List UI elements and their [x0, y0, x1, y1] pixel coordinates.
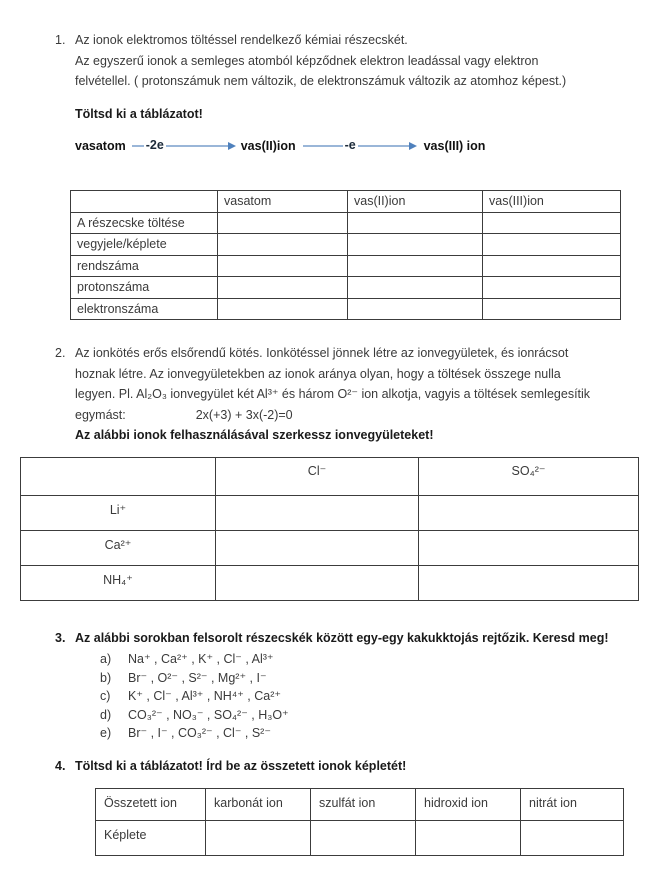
empty-cell	[218, 234, 348, 256]
row-label-cell-formula: Képlete	[96, 821, 206, 856]
empty-cell	[483, 298, 621, 320]
electron-loss-arrow-1	[132, 137, 236, 152]
arrow-line	[132, 145, 144, 147]
empty-cell	[348, 234, 483, 256]
arrow-line	[166, 145, 229, 147]
row-label-cell: A részecske töltése	[71, 212, 218, 234]
empty-cell	[218, 277, 348, 299]
empty-cell	[419, 530, 639, 565]
list-item	[100, 687, 638, 706]
iron2-ion-label: vas(II)ion	[240, 138, 296, 153]
empty-cell	[348, 277, 483, 299]
item-ions: Br⁻ , O²⁻ , S²⁻ , Mg²⁺ , I⁻	[128, 670, 267, 685]
item-ions: CO₃²⁻ , NO₃⁻ , SO₄²⁻ , H₃O⁺	[128, 707, 289, 722]
section-3-number: 3.	[55, 630, 66, 645]
empty-header-cell	[21, 457, 216, 495]
item-ions: Na⁺ , Ca²⁺ , K⁺ , Cl⁻ , Al³⁺	[128, 652, 274, 666]
minus-e-label: -e	[344, 137, 356, 152]
empty-cell	[483, 234, 621, 256]
iron3-ion-label: vas(III) ion	[423, 138, 486, 153]
item-ions: K⁺ , Cl⁻ , Al³⁺ , NH⁴⁺ , Ca²⁺	[128, 689, 281, 703]
empty-cell	[218, 298, 348, 320]
empty-cell	[521, 821, 624, 856]
empty-cell	[483, 277, 621, 299]
list-item	[100, 724, 638, 743]
item-label: d)	[100, 707, 112, 722]
header-cell-chloride: Cl⁻	[216, 457, 419, 495]
row-label-cell: rendszáma	[71, 255, 218, 277]
empty-cell	[483, 255, 621, 277]
empty-cell	[348, 298, 483, 320]
section-1-line-1: Az ionok elektromos töltéssel rendelkező kémiai részecskét.	[75, 33, 408, 47]
list-item	[100, 669, 638, 688]
header-cell-vas3ion: vas(III)ion	[483, 191, 621, 213]
empty-cell	[419, 495, 639, 530]
empty-cell	[348, 212, 483, 234]
section-3	[55, 628, 638, 743]
ion-formation-diagram	[75, 137, 638, 155]
ion-series-list	[75, 650, 638, 743]
odd-one-out-heading: Az alábbi sorokban felsorolt részecskék között egy-egy kakukktojás rejtőzik. Keresd meg!	[75, 630, 609, 645]
charge-balance-equation: 2x(+3) + 3x(-2)=0	[195, 407, 293, 422]
item-label: e)	[100, 726, 112, 740]
header-cell-sulfate: szulfát ion	[311, 789, 416, 821]
item-label: b)	[100, 670, 112, 685]
arrowhead-icon	[228, 142, 236, 150]
empty-cell	[348, 255, 483, 277]
empty-cell	[216, 565, 419, 600]
section-1	[55, 30, 638, 320]
empty-header-cell	[71, 191, 218, 213]
empty-cell	[216, 495, 419, 530]
row-label-cell: elektronszáma	[71, 298, 218, 320]
item-label: c)	[100, 689, 111, 703]
fill-table-instruction: Töltsd ki a táblázatot!	[75, 106, 203, 121]
header-cell-carbonate: karbonát ion	[206, 789, 311, 821]
ion-compound-table	[20, 457, 639, 601]
empty-cell	[483, 212, 621, 234]
section-4-number: 4.	[55, 758, 66, 773]
iron-ion-table	[70, 190, 621, 320]
list-item	[100, 706, 638, 725]
row-label-cell-lithium: Li⁺	[21, 495, 216, 530]
arrowhead-icon	[409, 142, 417, 150]
empty-cell	[416, 821, 521, 856]
arrow-line	[358, 145, 410, 147]
section-1-line-2: Az egyszerű ionok a semleges atomból képződnek elektron leadással vagy elektron	[75, 53, 539, 68]
row-label-cell: protonszáma	[71, 277, 218, 299]
empty-cell	[206, 821, 311, 856]
header-cell-sulfate: SO₄²⁻	[419, 457, 639, 495]
electron-loss-arrow-2	[303, 137, 417, 152]
empty-cell	[218, 212, 348, 234]
header-cell-hydroxide: hidroxid ion	[416, 789, 521, 821]
header-cell-vasatom: vasatom	[218, 191, 348, 213]
empty-cell	[216, 530, 419, 565]
header-cell-nitrate: nitrát ion	[521, 789, 624, 821]
section-2-line-1: Az ionkötés erős elsőrendű kötés. Ionkötéssel jönnek létre az ionvegyületek, és ionrácsot	[75, 346, 569, 360]
section-1-line-3: felvétellel. ( protonszámuk nem változik, de elektronszámuk változik az atomhoz képest.)	[75, 74, 567, 88]
build-compounds-instruction: Az alábbi ionok felhasználásával szerkessz ionvegyületeket!	[75, 428, 434, 442]
header-cell-vas2ion: vas(II)ion	[348, 191, 483, 213]
equation-prefix: egymást:	[75, 407, 126, 422]
minus-2e-label: -2e	[145, 137, 164, 152]
arrow-line	[303, 145, 343, 147]
row-label-cell-ammonium: NH₄⁺	[21, 565, 216, 600]
composite-ion-heading: Töltsd ki a táblázatot! Írd be az összetett ionok képletét!	[75, 758, 407, 773]
row-label-cell-calcium: Ca²⁺	[21, 530, 216, 565]
section-2-number: 2.	[55, 346, 66, 360]
item-ions: Br⁻ , I⁻ , CO₃²⁻ , Cl⁻ , S²⁻	[128, 726, 271, 740]
section-4	[55, 756, 638, 857]
composite-ion-table	[95, 788, 624, 856]
row-label-cell: vegyjele/képlete	[71, 234, 218, 256]
section-2-line-3: legyen. Pl. Al₂O₃ ionvegyület két Al³⁺ és három O²⁻ ion alkotja, vagyis a töltések semlegesítik	[75, 387, 591, 401]
section-1-number: 1.	[55, 33, 66, 47]
iron-atom-label: vasatom	[75, 138, 126, 153]
empty-cell	[311, 821, 416, 856]
item-label: a)	[100, 652, 112, 666]
empty-cell	[218, 255, 348, 277]
section-2	[55, 343, 638, 601]
empty-cell	[419, 565, 639, 600]
header-cell-composite-ion: Összetett ion	[96, 789, 206, 821]
list-item	[100, 650, 638, 669]
section-2-line-2: hoznak létre. Az ionvegyületekben az ionok aránya olyan, hogy a töltések összege nulla	[75, 366, 561, 381]
